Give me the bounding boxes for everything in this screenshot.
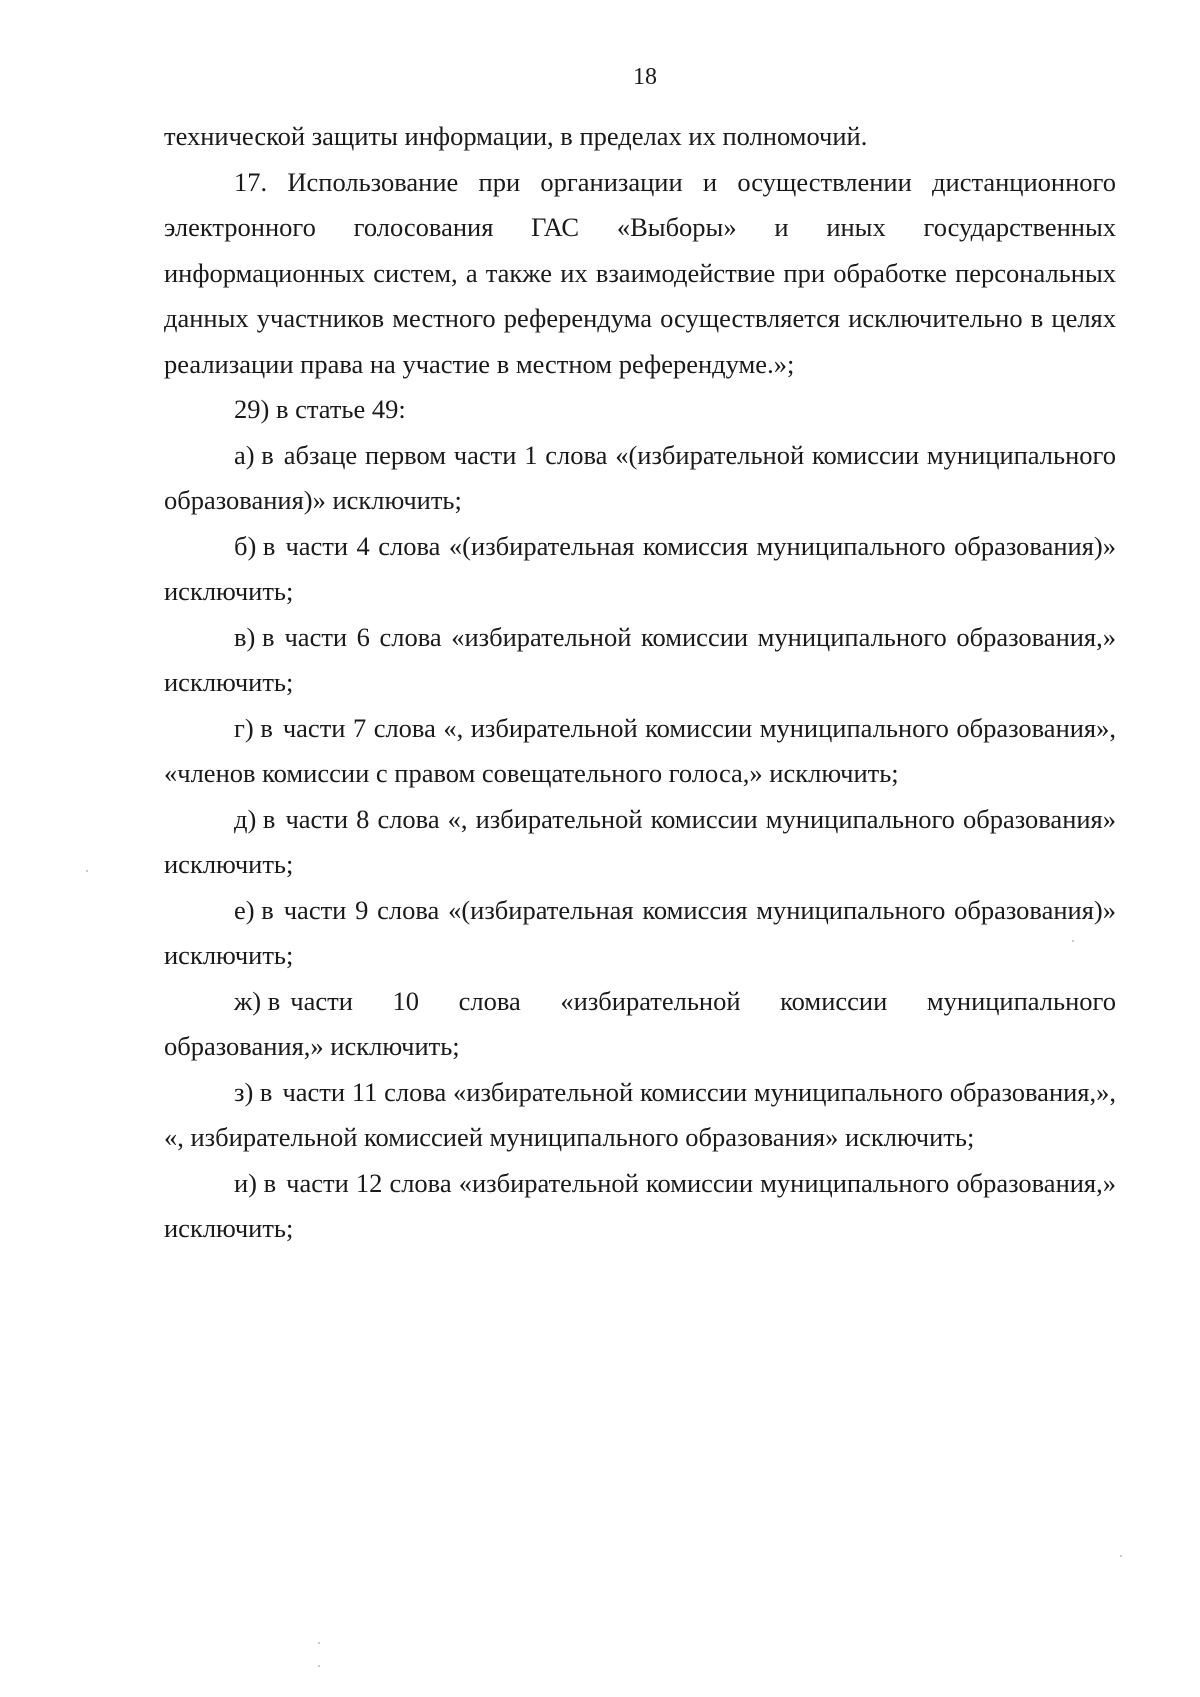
scan-speck: [1072, 940, 1074, 942]
list-item-label: г) в: [234, 712, 273, 743]
list-item: [164, 979, 1116, 1070]
list-item-label: в) в: [234, 621, 275, 652]
list-item: [164, 524, 1116, 615]
list-item: [164, 1161, 1116, 1252]
list-item: [164, 797, 1116, 888]
list-item: [164, 888, 1116, 979]
paragraph-continuation: технической защиты информации, в пределах их полномочий.: [164, 121, 868, 151]
list-item-text: части 12 слова «избирательной комиссии муниципального образования,» исключить;: [164, 1167, 1116, 1243]
list-item-text: части 11 слова «избирательной комиссии муниципального образования,», «, избирательной комиссией муниципального образования» исключить;: [164, 1076, 1116, 1152]
list-item-label: а) в: [234, 439, 274, 470]
list-item: [164, 433, 1116, 524]
list-item-text: абзаце первом части 1 слова «(избирательной комиссии муниципального образования)» исключить;: [164, 439, 1116, 515]
paragraph-17: 17. Использование при организации и осуществлении дистанционного электронного голосования ГАС «Выборы» и иных государственных информационных систем, а также их взаимодействие при обработке персональных данных участников местного референдума осуществляется исключительно в целях реализации права на участие в местном референдуме.»;: [164, 166, 1116, 379]
scan-speck: [86, 870, 88, 872]
list-item-text: части 10 слова «избирательной комиссии муниципального образования,» исключить;: [164, 985, 1116, 1061]
scan-speck: [1120, 1555, 1122, 1557]
list-item: [164, 615, 1116, 706]
document-body: [164, 114, 1116, 1252]
list-item: [164, 706, 1116, 797]
list-item: [164, 1070, 1116, 1161]
scan-speck: [318, 1665, 320, 1667]
paragraph-29: 29) в статье 49:: [234, 394, 406, 424]
list-item-label: з) в: [234, 1076, 273, 1107]
list-item-text: части 4 слова «(избирательная комиссия муниципального образования)» исключить;: [164, 530, 1116, 606]
list-item-text: части 6 слова «избирательной комиссии муниципального образования,» исключить;: [164, 621, 1116, 697]
list-item-label: б) в: [234, 530, 276, 561]
list-item-label: е) в: [234, 894, 274, 925]
list-item-label: и) в: [234, 1167, 277, 1198]
list-item-text: части 8 слова «, избирательной комиссии муниципального образования» исключить;: [164, 803, 1116, 879]
list-item-label: ж) в: [234, 985, 281, 1016]
list-item-label: д) в: [234, 803, 276, 834]
list-item-text: части 7 слова «, избирательной комиссии муниципального образования», «членов комиссии с правом совещательного голоса,» исключить;: [164, 712, 1116, 788]
list-item-text: части 9 слова «(избирательная комиссия муниципального образования)» исключить;: [164, 894, 1116, 970]
scan-speck: [318, 1642, 320, 1644]
page-number: 18: [633, 64, 657, 90]
